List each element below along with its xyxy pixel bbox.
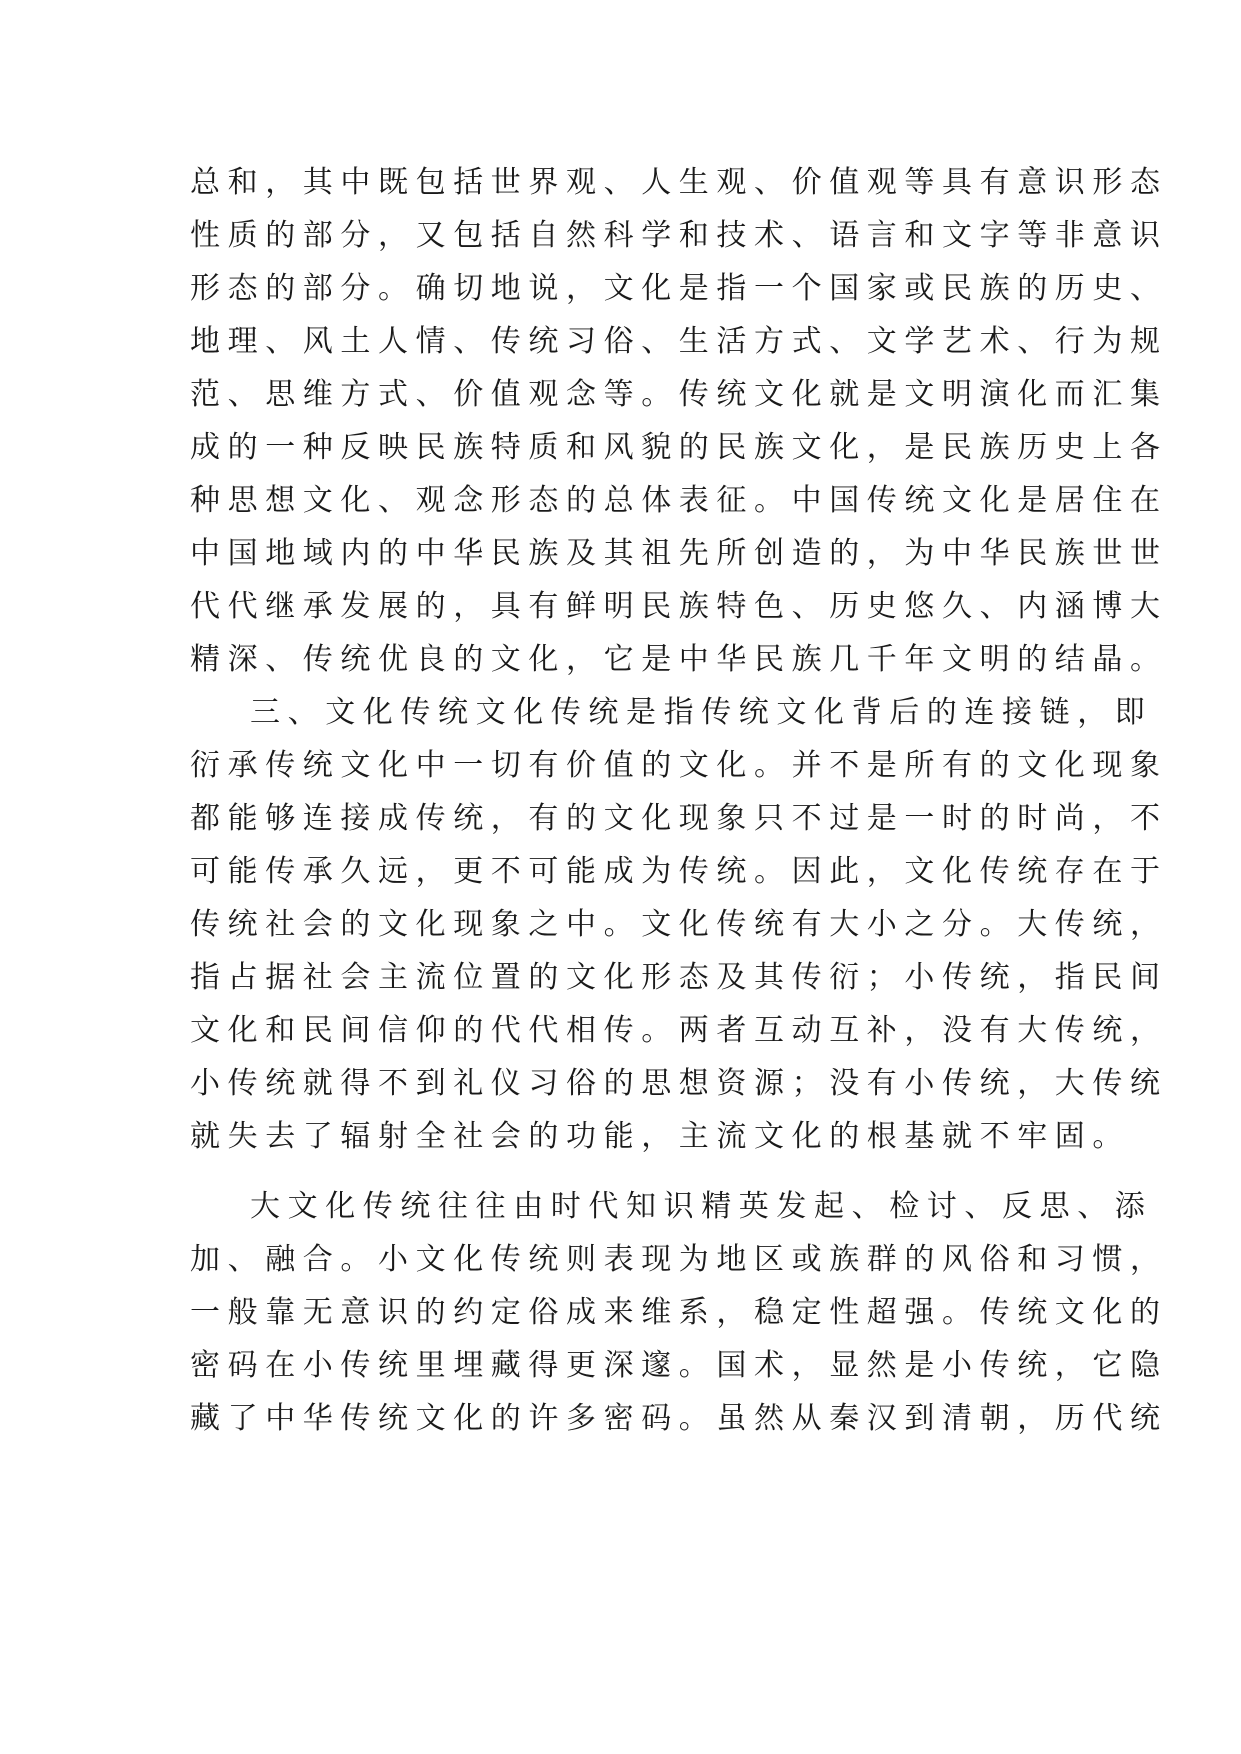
text-line: 性质的部分，又包括自然科学和技术、语言和文字等非意识: [190, 218, 1168, 253]
text-line: 种思想文化、观念形态的总体表征。中国传统文化是居住在: [190, 483, 1168, 518]
text-line: 精深、传统优良的文化，它是中华民族几千年文明的结晶。: [190, 642, 1168, 677]
paragraph-start-line: 大文化传统往往由时代知识精英发起、检讨、反思、添: [250, 1189, 1153, 1224]
text-line: 一般靠无意识的约定俗成来维系，稳定性超强。传统文化的: [190, 1295, 1168, 1330]
paragraph-gap: [190, 1163, 1070, 1180]
text-line: 文化和民间信仰的代代相传。两者互动互补，没有大传统，: [190, 1013, 1168, 1048]
body-text: [190, 156, 1168, 1445]
text-line: 就失去了辐射全社会的功能，主流文化的根基就不牢固。: [190, 1119, 1130, 1154]
text-line: 可能传承久远，更不可能成为传统。因此，文化传统存在于: [190, 854, 1168, 889]
text-line: 形态的部分。确切地说，文化是指一个国家或民族的历史、: [190, 271, 1168, 306]
text-line: 指占据社会主流位置的文化形态及其传衍；小传统，指民间: [190, 960, 1168, 995]
text-line: 中国地域内的中华民族及其祖先所创造的，为中华民族世世: [190, 536, 1168, 571]
text-line: 加、融合。小文化传统则表现为地区或族群的风俗和习惯，: [190, 1242, 1168, 1277]
text-line: 范、思维方式、价值观念等。传统文化就是文明演化而汇集: [190, 377, 1168, 412]
text-line: 衍承传统文化中一切有价值的文化。并不是所有的文化现象: [190, 748, 1168, 783]
text-line: 小传统就得不到礼仪习俗的思想资源；没有小传统，大传统: [190, 1066, 1168, 1101]
text-line: 地理、风土人情、传统习俗、生活方式、文学艺术、行为规: [190, 324, 1168, 359]
text-line: 总和，其中既包括世界观、人生观、价值观等具有意识形态: [190, 165, 1168, 200]
text-line: 密码在小传统里埋藏得更深邃。国术，显然是小传统，它隐: [190, 1348, 1168, 1383]
text-line: 藏了中华传统文化的许多密码。虽然从秦汉到清朝，历代统: [190, 1401, 1168, 1436]
text-line: 成的一种反映民族特质和风貌的民族文化，是民族历史上各: [190, 430, 1168, 465]
paragraph-heading-line: 三、文化传统文化传统是指传统文化背后的连接链，即: [250, 695, 1153, 730]
text-line: 传统社会的文化现象之中。文化传统有大小之分。大传统，: [190, 907, 1168, 942]
text-line: 代代继承发展的，具有鲜明民族特色、历史悠久、内涵博大: [190, 589, 1168, 624]
text-line: 都能够连接成传统，有的文化现象只不过是一时的时尚，不: [190, 801, 1168, 836]
